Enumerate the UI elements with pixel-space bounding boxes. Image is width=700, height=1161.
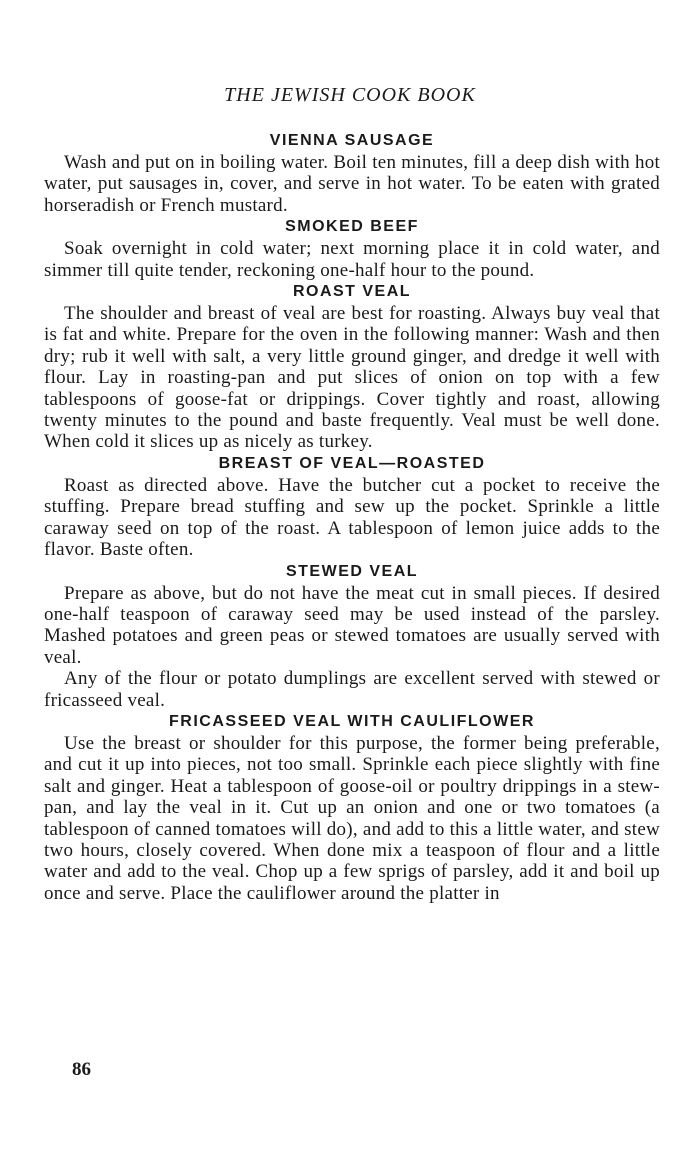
recipe-paragraph: Roast as directed above. Have the butcher cut a pocket to receive the stuffing. Prepare bread stuffing and sew up the pocket. Sprinkle a little caraway seed on top of the roast. A tablespoon of lemon juice adds to the flavor. Baste often.: [44, 474, 660, 561]
recipe-stewed-veal: [44, 561, 660, 711]
recipe-fricasseed-veal-with-cauliflower: [44, 711, 660, 904]
recipe-heading: SMOKED BEEF: [285, 218, 419, 236]
recipe-paragraph: Soak overnight in cold water; next morning place it in cold water, and simmer till quite tender, reckoning one-half hour to the pound.: [44, 238, 660, 281]
recipe-paragraph: Wash and put on in boiling water. Boil ten minutes, fill a deep dish with hot water, put sausages in, cover, and serve in hot water. To be eaten with grated horseradish or French mustard.: [44, 152, 660, 216]
recipe-smoked-beef: [44, 216, 660, 281]
recipe-breast-of-veal-roasted: [44, 453, 660, 561]
running-head: THE JEWISH COOK BOOK: [224, 84, 476, 106]
recipe-heading: ROAST VEAL: [292, 283, 412, 301]
recipe-heading: VIENNA SAUSAGE: [269, 132, 435, 149]
recipe-paragraph: The shoulder and breast of veal are best for roasting. Always buy veal that is fat and white. Prepare for the oven in the following manner: Wash and then dry; rub it well with salt, a very little ground ginger, and dredge it well with flour. Lay in roasting-pan and put slices of onion on top with a few tablespoons of goose-fat or drippings. Cover tightly and roast, allowing twenty minutes to the pound and baste frequently. Veal must be well done. When cold it slices up as nicely as turkey.: [44, 303, 660, 453]
recipe-heading: BREAST OF VEAL—ROASTED: [218, 454, 486, 472]
page-content: [44, 130, 660, 904]
recipe-roast-veal: [44, 281, 660, 453]
recipe-heading: FRICASSEED VEAL WITH CAULIFLOWER: [169, 712, 535, 730]
recipe-paragraph: Any of the flour or potato dumplings are excellent served with stewed or fricasseed veal.: [44, 668, 660, 711]
recipe-paragraph: Use the breast or shoulder for this purpose, the former being preferable, and cut it up into pieces, not too small. Sprinkle each piece slightly with fine salt and ginger. Heat a tablespoon of goose-oil or poultry drippings in a stew-pan, and lay the veal in it. Cut up an onion and one or two tomatoes (a tablespoon of canned tomatoes will do), and add to this a little water, and stew two hours, closely covered. When done mix a teaspoon of flour and a little water and add to the veal. Chop up a few sprigs of parsley, add it and boil up once and serve. Place the cauliflower around the platter in: [44, 732, 660, 904]
recipe-paragraph: Prepare as above, but do not have the meat cut in small pieces. If desired one-half teaspoon of caraway seed may be used instead of the parsley. Mashed potatoes and green peas or stewed tomatoes are usually served with veal.: [44, 582, 660, 668]
recipe-heading: STEWED VEAL: [285, 562, 419, 580]
recipe-vienna-sausage: [44, 130, 660, 216]
page-number: 86: [72, 1059, 91, 1080]
